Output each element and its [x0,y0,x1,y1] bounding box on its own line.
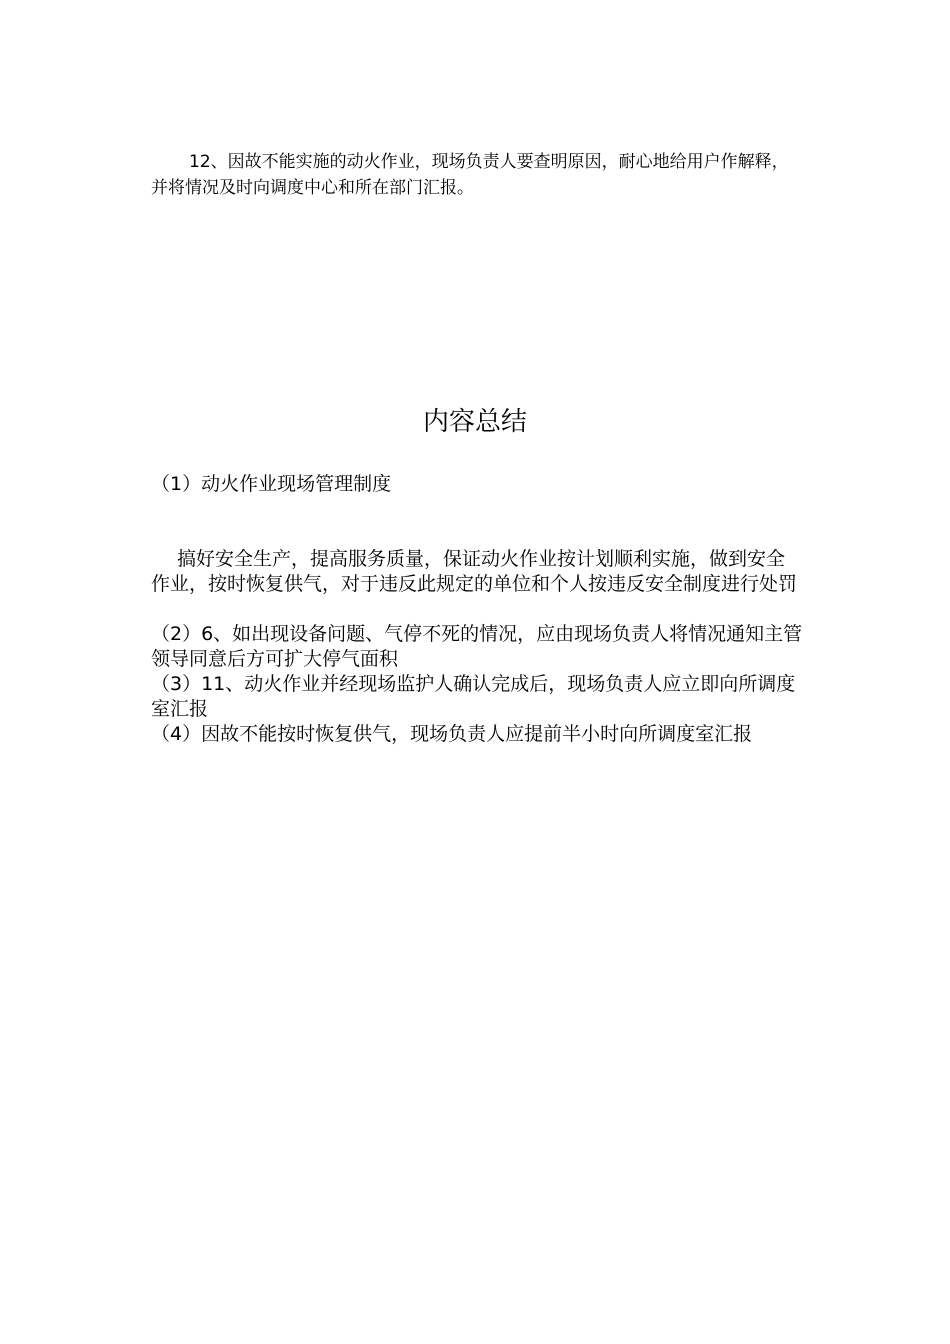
summary-body: 搞好安全生产，提高服务质量，保证动火作业按计划顺利实施，做到安全作业，按时恢复供气，对于违反此规定的单位和个人按违反安全制度进行处罚 [151,548,798,595]
summary-item-4: （4）因故不能按时恢复供气，现场负责人应提前半小时向所调度室汇报 [151,723,753,745]
summary-item-3: （3）11、动火作业并经现场监护人确认完成后，现场负责人应立即向所调度室汇报 [151,673,796,720]
summary-item-1: （1）动火作业现场管理制度 [151,473,392,495]
summary-item-2: （2）6、如出现设备问题、气停不死的情况，应由现场负责人将情况通知主管领导同意后方可扩大停气面积 [151,623,803,670]
summary-heading: 内容总结 [422,407,527,437]
paragraph-12: 12、因故不能实施的动火作业，现场负责人要查明原因，耐心地给用户作解释，并将情况及时向调度中心和所在部门汇报。 [151,152,789,198]
